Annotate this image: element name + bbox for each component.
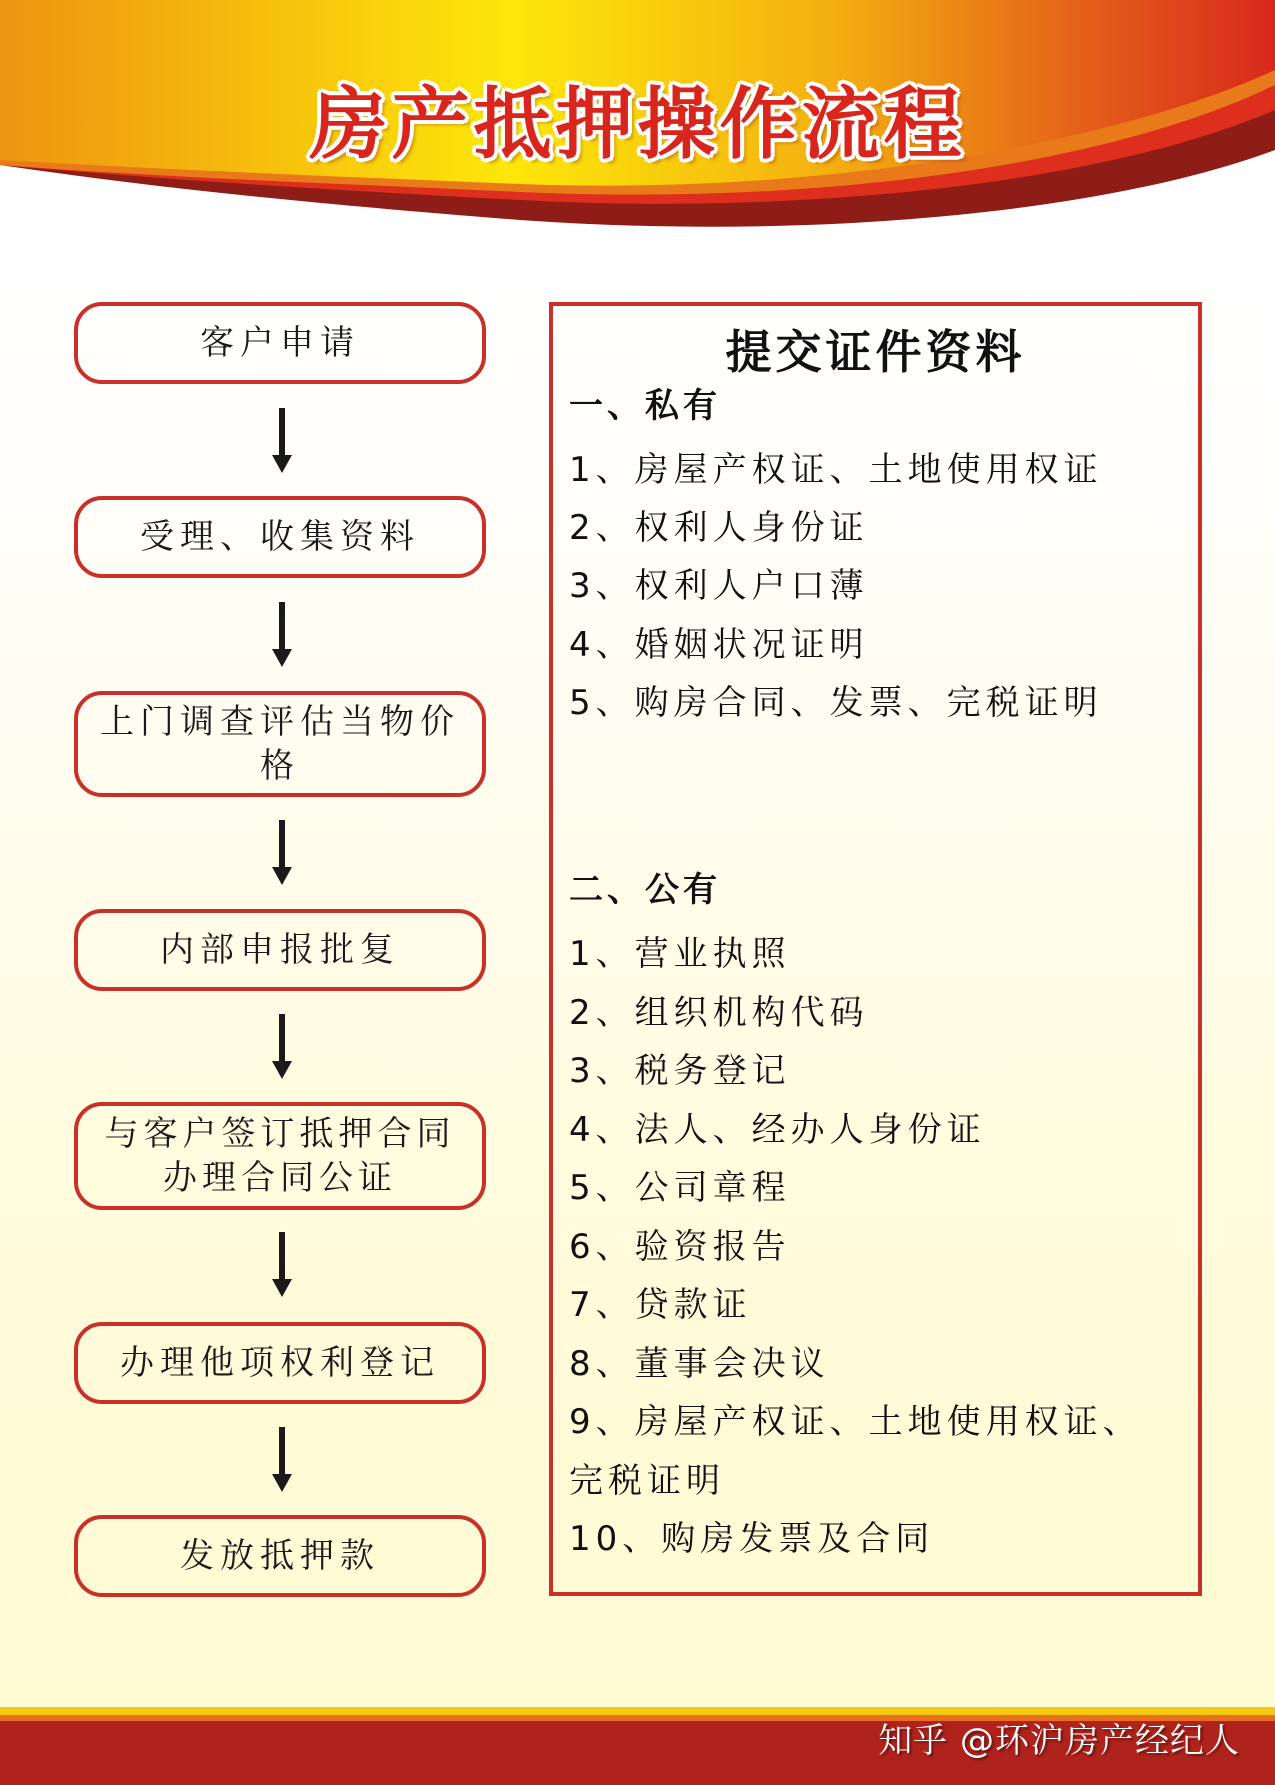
flow-step-onsite-appraisal: 上门调查评估当物价格 <box>74 691 486 797</box>
list-item: 6、验资报告 <box>569 1227 791 1267</box>
documents-panel <box>549 302 1202 1596</box>
arrow-down-icon <box>272 820 292 886</box>
list-item: 8、董事会决议 <box>569 1344 830 1384</box>
list-item: 10、购房发票及合同 <box>569 1519 935 1559</box>
flow-step-rights-registration: 办理他项权利登记 <box>74 1322 486 1404</box>
section-heading-private: 一、私有 <box>569 386 721 426</box>
header-banner <box>0 0 1275 260</box>
arrow-down-icon <box>272 602 292 668</box>
list-item-continuation: 完税证明 <box>569 1461 725 1501</box>
arrow-down-icon <box>272 1427 292 1493</box>
list-item: 1、营业执照 <box>569 934 791 974</box>
documents-panel-title: 提交证件资料 <box>725 325 1026 379</box>
flow-step-accept-collect: 受理、收集资料 <box>74 496 486 578</box>
list-item: 4、婚姻状况证明 <box>569 625 869 665</box>
list-item: 2、权利人身份证 <box>569 508 869 548</box>
section-heading-public: 二、公有 <box>569 870 721 910</box>
list-item: 7、贷款证 <box>569 1285 752 1325</box>
list-item: 4、法人、经办人身份证 <box>569 1110 986 1150</box>
page-title: 房产抵押操作流程 <box>309 79 966 170</box>
flow-step-customer-application: 客户申请 <box>74 302 486 384</box>
arrow-down-icon <box>272 1232 292 1298</box>
list-item: 2、组织机构代码 <box>569 993 869 1033</box>
list-item: 1、房屋产权证、土地使用权证 <box>569 450 1103 490</box>
list-item: 5、购房合同、发票、完税证明 <box>569 683 1103 723</box>
arrow-down-icon <box>272 408 292 474</box>
list-item: 5、公司章程 <box>569 1168 791 1208</box>
arrow-down-icon <box>272 1014 292 1080</box>
flow-step-sign-contract: 与客户签订抵押合同办理合同公证 <box>74 1102 486 1210</box>
list-item: 9、房屋产权证、土地使用权证、 <box>569 1402 1142 1442</box>
flow-step-internal-approval: 内部申报批复 <box>74 909 486 991</box>
list-item: 3、税务登记 <box>569 1051 791 1091</box>
flow-step-disburse-loan: 发放抵押款 <box>74 1515 486 1597</box>
watermark: 知乎 @环沪房产经纪人 <box>878 1721 1240 1761</box>
list-item: 3、权利人户口薄 <box>569 566 869 606</box>
